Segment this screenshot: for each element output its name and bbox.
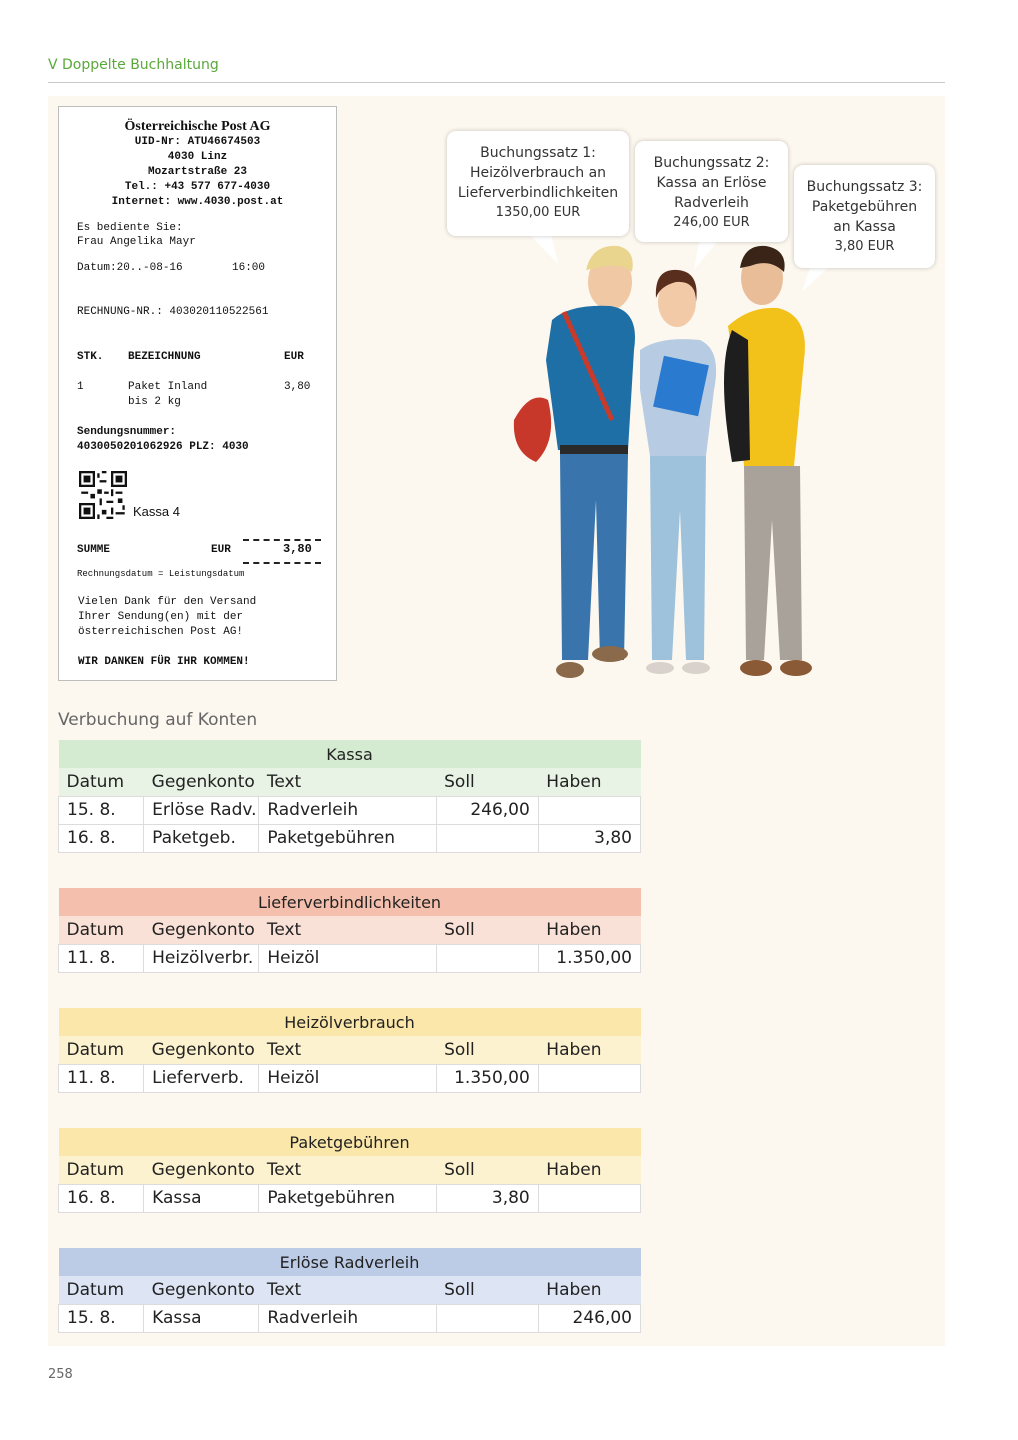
cell-datum: 16. 8.: [59, 824, 144, 852]
bubble-1-line-1: Buchungssatz 1:: [480, 145, 596, 161]
account-title: Paketgebühren: [59, 1128, 641, 1156]
cell-datum: 15. 8.: [59, 796, 144, 824]
cell-soll: 3,80: [436, 1184, 538, 1212]
table-row: [59, 824, 641, 852]
chapter-heading: V Doppelte Buchhaltung: [48, 57, 219, 73]
cell-text: Heizöl: [259, 1064, 436, 1092]
account-erloese-radverleih: [58, 1248, 641, 1333]
account-title: Erlöse Radverleih: [59, 1248, 641, 1276]
bubble-2-line-3: Radverleih: [674, 195, 749, 211]
cell-datum: 15. 8.: [59, 1304, 144, 1332]
receipt-thanks-2: Ihrer Sendung(en) mit der: [78, 611, 244, 623]
cell-datum: 16. 8.: [59, 1184, 144, 1212]
col-haben: Haben: [538, 916, 640, 944]
col-gegenkonto: Gegenkonto: [144, 768, 259, 796]
cell-gegenkonto: Kassa: [144, 1184, 259, 1212]
bubble-2-amount: 246,00 EUR: [673, 215, 750, 230]
col-haben: Haben: [538, 1276, 640, 1304]
receipt-served-name: Frau Angelika Mayr: [77, 236, 196, 248]
table-row: [59, 1064, 641, 1092]
col-soll: Soll: [436, 768, 538, 796]
receipt-sum-value: 3,80: [283, 542, 312, 556]
receipt-city: 4030 Linz: [167, 151, 228, 163]
col-datum: Datum: [59, 1156, 144, 1184]
receipt-item-desc: Paket Inland: [128, 381, 208, 393]
col-haben: Haben: [538, 768, 640, 796]
account-title: Heizölverbrauch: [59, 1008, 641, 1036]
account-paketgebuehren: [58, 1128, 641, 1213]
speech-bubble-1: [447, 131, 629, 236]
receipt-time: 16:00: [232, 262, 266, 274]
col-soll: Soll: [436, 916, 538, 944]
receipt-internet: Internet: www.4030.post.at: [111, 196, 284, 208]
receipt-thanks-3: österreichischen Post AG!: [78, 626, 244, 638]
account-lieferverbindlichkeiten: [58, 888, 641, 973]
cell-soll: [436, 824, 538, 852]
col-text: Text: [259, 1156, 436, 1184]
cell-text: Radverleih: [259, 796, 436, 824]
bubble-1-amount: 1350,00 EUR: [495, 205, 581, 220]
receipt-shipment-label: Sendungsnummer:: [77, 426, 177, 438]
cell-gegenkonto: Lieferverb.: [144, 1064, 259, 1092]
cell-soll: [436, 1304, 538, 1332]
bubble-3-amount: 3,80 EUR: [834, 239, 895, 254]
col-soll: Soll: [436, 1156, 538, 1184]
account-title: Lieferverbindlichkeiten: [59, 888, 641, 916]
bubble-3-line-3: an Kassa: [833, 219, 896, 235]
cell-haben: [538, 1064, 640, 1092]
receipt-sum-label: SUMME: [77, 544, 111, 556]
cell-haben: 246,00: [538, 1304, 640, 1332]
col-datum: Datum: [59, 1276, 144, 1304]
receipt-invoice-number: RECHNUNG-NR.: 403020110522561: [77, 306, 269, 318]
receipt-shipment-number: 4030050201062926 PLZ: 4030: [77, 441, 249, 453]
col-text: Text: [259, 768, 436, 796]
cell-haben: [538, 796, 640, 824]
post-receipt: [58, 106, 337, 681]
cell-text: Heizöl: [259, 944, 436, 972]
cell-text: Paketgebühren: [259, 1184, 436, 1212]
receipt-kassa: Kassa 4: [133, 504, 180, 519]
col-datum: Datum: [59, 1036, 144, 1064]
col-gegenkonto: Gegenkonto: [144, 916, 259, 944]
table-row: [59, 1304, 641, 1332]
receipt-item-qty: 1: [77, 381, 84, 393]
cell-haben: 1.350,00: [538, 944, 640, 972]
account-heizoelverbrauch: [58, 1008, 641, 1093]
header-divider: [48, 82, 945, 83]
receipt-col-qty: STK.: [77, 351, 104, 363]
cell-soll: [436, 944, 538, 972]
receipt-uid: UID-Nr: ATU46674503: [134, 136, 261, 148]
receipt-date: Datum:20..-08-16: [77, 262, 183, 274]
col-soll: Soll: [436, 1036, 538, 1064]
students-photo: [500, 240, 870, 690]
cell-haben: [538, 1184, 640, 1212]
cell-text: Radverleih: [259, 1304, 436, 1332]
bubble-1-line-2: Heizölverbrauch an: [469, 165, 607, 181]
account-title: Kassa: [59, 740, 641, 768]
col-soll: Soll: [436, 1276, 538, 1304]
receipt-dash-bottom: [243, 562, 321, 564]
section-title: Verbuchung auf Konten: [58, 710, 258, 730]
receipt-thanks-1: Vielen Dank für den Versand: [78, 596, 257, 608]
student-middle: [640, 270, 716, 674]
receipt-col-desc: BEZEICHNUNG: [128, 351, 201, 363]
receipt-served-label: Es bediente Sie:: [77, 222, 183, 234]
bubble-2-line-1: Buchungssatz 2:: [653, 155, 770, 171]
col-text: Text: [259, 916, 436, 944]
receipt-phone: Tel.: +43 577 677-4030: [124, 181, 271, 193]
table-row: [59, 796, 641, 824]
col-text: Text: [259, 1036, 436, 1064]
bubble-1-line-3: Lieferverbindlichkeiten: [457, 185, 619, 201]
cell-soll: 1.350,00: [436, 1064, 538, 1092]
col-gegenkonto: Gegenkonto: [144, 1156, 259, 1184]
col-datum: Datum: [59, 916, 144, 944]
col-datum: Datum: [59, 768, 144, 796]
receipt-dash-top: [243, 539, 321, 541]
student-left: [514, 246, 635, 678]
cell-datum: 11. 8.: [59, 944, 144, 972]
bubble-2-line-2: Kassa an Erlöse: [656, 175, 767, 191]
col-gegenkonto: Gegenkonto: [144, 1036, 259, 1064]
cell-datum: 11. 8.: [59, 1064, 144, 1092]
cell-haben: 3,80: [538, 824, 640, 852]
col-gegenkonto: Gegenkonto: [144, 1276, 259, 1304]
table-row: [59, 1184, 641, 1212]
bubble-3-line-2: Paketgebühren: [811, 199, 918, 215]
cell-gegenkonto: Heizölverbr.: [144, 944, 259, 972]
qr-code-icon: [79, 471, 127, 519]
col-haben: Haben: [538, 1156, 640, 1184]
cell-soll: 246,00: [436, 796, 538, 824]
receipt-company: Österreichische Post AG: [124, 119, 271, 134]
receipt-sum-currency: EUR: [211, 544, 231, 556]
account-kassa: [58, 740, 641, 853]
cell-text: Paketgebühren: [259, 824, 436, 852]
cell-gegenkonto: Paketgeb.: [144, 824, 259, 852]
speech-bubble-2: [635, 141, 788, 242]
receipt-item-desc-2: bis 2 kg: [128, 396, 181, 408]
receipt-farewell: WIR DANKEN FÜR IHR KOMMEN!: [78, 656, 250, 668]
student-right: [724, 246, 812, 676]
receipt-date-note: Rechnungsdatum = Leistungsdatum: [77, 569, 245, 579]
cell-gegenkonto: Erlöse Radv.: [144, 796, 259, 824]
page-number: 258: [48, 1367, 73, 1382]
receipt-item-price: 3,80: [284, 381, 311, 393]
cell-gegenkonto: Kassa: [144, 1304, 259, 1332]
col-text: Text: [259, 1276, 436, 1304]
col-haben: Haben: [538, 1036, 640, 1064]
receipt-street: Mozartstraße 23: [147, 166, 248, 178]
table-row: [59, 944, 641, 972]
receipt-col-eur: EUR: [284, 351, 304, 363]
bubble-3-line-1: Buchungssatz 3:: [806, 179, 923, 195]
